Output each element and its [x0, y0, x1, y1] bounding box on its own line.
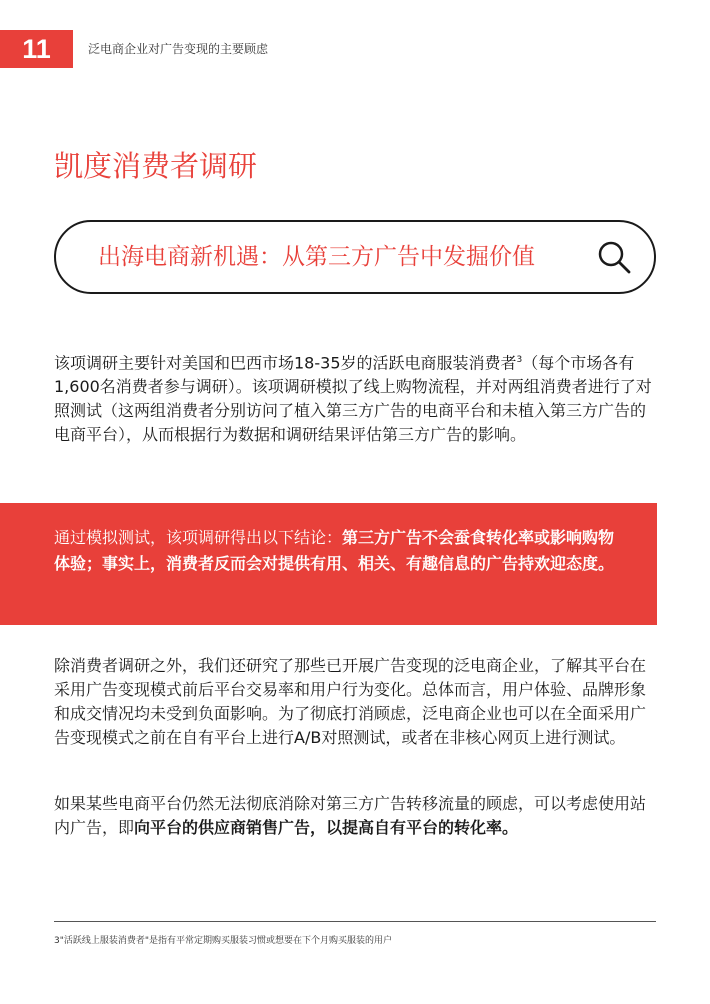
p3-bold: 向平台的供应商销售广告，以提高自有平台的转化率。	[134, 818, 519, 837]
section-title: 凯度消费者调研	[54, 149, 258, 183]
highlight-box	[0, 503, 657, 625]
footnote-ref: 3	[516, 355, 523, 365]
highlight-text	[54, 525, 624, 577]
highlight-lead: 通过模拟测试，该项调研得出以下结论：	[54, 528, 343, 547]
p1-rest: （每个市场各有1,600名消费者参与调研）。该项调研模拟了线上购物流程，并对两组消费者进行了对照测试（这两组消费者分别访问了植入第三方广告的电商平台和未植入第三方广告的电商平台），从而根据行为数据和调研结果评估第三方广告的影响。	[54, 353, 652, 445]
search-bar-text: 出海电商新机遇：从第三方广告中发掘价值	[98, 244, 535, 270]
paragraph-research: 除消费者调研之外，我们还研究了那些已开展广告变现的泛电商企业，了解其平台在采用广告变现模式前后平台交易率和用户行为变化。总体而言，用户体验、品牌形象和成交情况均未受到负面影响。为了彻底打消顾虑，泛电商企业也可以在全面采用广告变现模式之前在自有平台上进行A/B对照测试，或者在非核心网页上进行测试。	[54, 656, 647, 747]
footnote-divider	[54, 921, 656, 922]
highlight-bold: 第三方广告不会蚕食转化率或影响购物体验；事实上，消费者反而会对提供有用、相关、有趣信息的广告持欢迎态度。	[54, 528, 615, 573]
p1-text: 该项调研主要针对美国和巴西市场18-35岁的活跃电商服装消费者	[54, 353, 517, 373]
footnote: 3"活跃线上服装消费者"是指有平常定期购买服装习惯或想要在下个月购买服装的用户	[54, 936, 393, 946]
p3-text: 如果某些电商平台仍然无法彻底消除对第三方广告转移流量的顾虑，可以考虑使用站内广告，即	[54, 794, 647, 837]
paragraph-survey-intro	[54, 348, 659, 447]
search-bar	[54, 220, 656, 294]
header-title: 泛电商企业对广告变现的主要顾虑	[88, 42, 269, 56]
page-number: 11	[0, 30, 73, 68]
paragraph-onsite-ads	[54, 792, 659, 840]
search-icon	[596, 239, 632, 275]
